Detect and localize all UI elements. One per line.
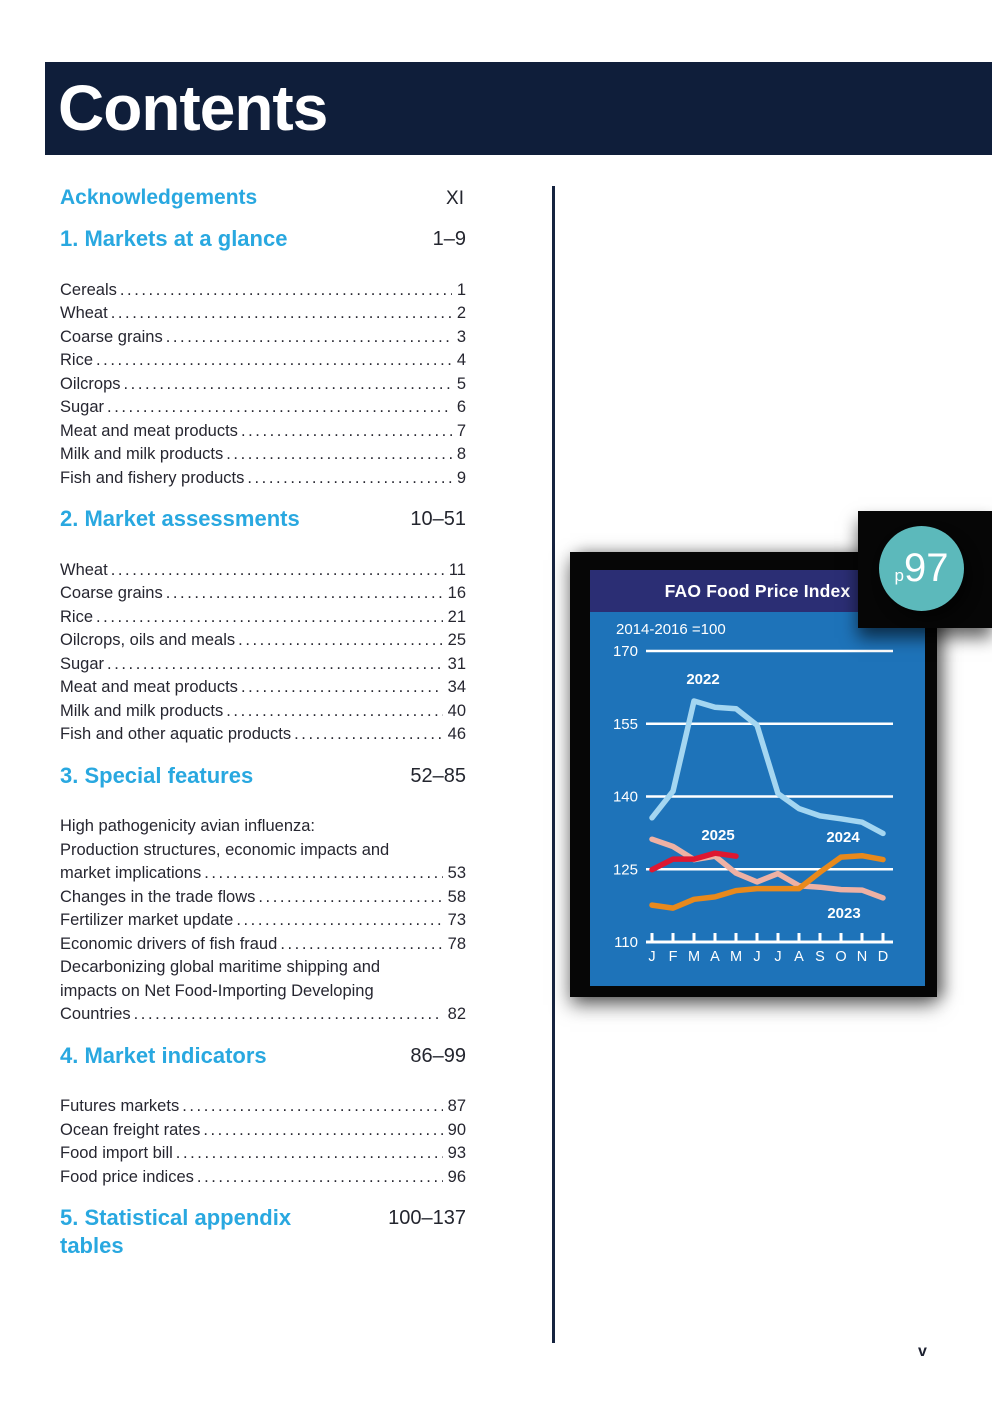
toc-entry-page: 8 [456, 445, 466, 463]
toc-entry-page: 1 [456, 280, 466, 299]
toc-entry-page: 6 [456, 398, 466, 416]
toc-entry[interactable] [60, 467, 466, 491]
toc-section-title: 3. Special features [60, 762, 254, 788]
x-tick-label: M [687, 949, 701, 965]
toc-entry-page: 40 [447, 701, 466, 720]
toc-section-title: 1. Markets at a glance [60, 226, 288, 251]
chart-subtitle: 2014-2016 =100 [616, 621, 726, 638]
toc-entry-page: 53 [447, 864, 466, 882]
toc-entry-page: 9 [456, 468, 466, 487]
toc-entry[interactable] [60, 373, 466, 397]
dot-leader [238, 629, 442, 653]
series-label-2025: 2025 [701, 827, 735, 844]
toc-entry-text: Coarse grains [60, 584, 163, 602]
toc-entry-text: Sugar [60, 398, 105, 416]
chart-body [590, 612, 925, 986]
toc-entry-text: impacts on Net Food-Importing Developing [60, 981, 374, 1000]
toc-entry-page: 46 [447, 725, 466, 743]
toc-entry-page: 73 [447, 911, 466, 929]
dot-leader [197, 1166, 443, 1190]
toc-entry-page: 21 [447, 607, 466, 626]
toc-entry[interactable] [60, 302, 466, 326]
dot-leader [236, 909, 442, 933]
toc-entry-text: Oilcrops, oils and meals [60, 631, 236, 649]
x-tick-label: J [648, 949, 656, 965]
toc-entry[interactable] [60, 700, 466, 724]
toc-entry[interactable] [60, 1142, 466, 1166]
toc-entry[interactable] [60, 815, 466, 886]
series-label-2023: 2023 [827, 905, 861, 922]
dot-leader [111, 559, 444, 583]
toc-entry-page: 87 [447, 1097, 466, 1115]
toc-entry-page: 3 [456, 327, 466, 346]
toc-entry[interactable] [60, 559, 466, 583]
dot-leader [241, 676, 443, 700]
toc-entry-text: Production structures, economic impacts and [60, 840, 390, 859]
series-line-2022 [652, 701, 883, 833]
toc-entry[interactable] [60, 279, 466, 303]
toc-section-heading-1[interactable] [60, 225, 466, 253]
toc-entry-text: Food import bill [60, 1144, 173, 1162]
toc-entry-page: 96 [447, 1167, 466, 1186]
toc-section-items [60, 1095, 466, 1189]
toc-section-heading-4[interactable] [60, 1042, 466, 1070]
dot-leader [166, 326, 452, 350]
fao-food-price-index-card [590, 570, 925, 986]
fao-food-price-index-chart [590, 612, 925, 986]
page-ref-circle [879, 526, 964, 611]
dot-leader [96, 349, 452, 373]
toc-entry-text: Meat and meat products [60, 421, 238, 440]
dot-leader [258, 886, 442, 910]
toc-entry-page: 7 [456, 421, 466, 440]
dot-leader [111, 302, 452, 326]
toc-section-items [60, 815, 466, 1027]
dot-leader [124, 373, 452, 397]
toc-entry[interactable] [60, 443, 466, 467]
toc-entry-text: Decarbonizing global maritime shipping and [60, 958, 381, 976]
toc-entry[interactable] [60, 676, 466, 700]
toc-section-heading-5[interactable] [60, 1204, 466, 1259]
toc-entry-text: Rice [60, 351, 94, 369]
x-tick-label: M [729, 949, 743, 965]
toc-section-heading-3[interactable] [60, 762, 466, 790]
toc-section-title: 2. Market assessments [60, 506, 300, 531]
toc-entry-page: 93 [447, 1144, 466, 1162]
toc-entry[interactable] [60, 723, 466, 747]
x-tick-label: J [753, 949, 761, 965]
y-tick-label: 125 [612, 861, 638, 879]
toc-entry-text: High pathogenicity avian influenza: [60, 817, 316, 835]
dot-leader [294, 723, 443, 747]
y-tick-label: 170 [612, 643, 638, 660]
toc-entry[interactable] [60, 420, 466, 444]
toc-entry-page: XI [446, 188, 464, 209]
toc-entry-page: 2 [456, 304, 466, 322]
toc-entry[interactable] [60, 606, 466, 630]
toc-entry-label: Acknowledgements [60, 186, 258, 209]
y-tick-label: 140 [612, 788, 638, 806]
page-number: v [918, 1343, 927, 1360]
dot-leader [182, 1095, 442, 1119]
toc-entry-page: 31 [447, 654, 466, 673]
toc-section-items [60, 559, 466, 747]
dot-leader [241, 420, 452, 444]
toc-entry-text: Fish and fishery products [60, 468, 245, 487]
page-ref-number: 97 [903, 546, 949, 590]
dot-leader [96, 606, 443, 630]
toc-section-pages: 52–85 [410, 764, 466, 787]
dot-leader [166, 582, 443, 606]
series-line-2024 [652, 856, 883, 908]
toc-entry-page: 58 [447, 887, 466, 906]
column-divider [552, 186, 555, 1343]
dot-leader [203, 1119, 442, 1143]
toc-entry-text: Changes in the trade flows [60, 887, 256, 906]
toc-entry-text: Food price indices [60, 1167, 194, 1186]
dot-leader [247, 467, 451, 491]
toc-entry-text: Milk and milk products [60, 445, 224, 463]
page-title: Contents [58, 72, 328, 144]
toc-entry-page: 4 [456, 351, 466, 369]
toc-entry[interactable] [60, 396, 466, 420]
toc-entry[interactable] [60, 1119, 466, 1143]
toc-section-items [60, 279, 466, 491]
toc-entry[interactable] [60, 956, 466, 1027]
toc-section-title: 5. Statistical appendix tables [60, 1205, 292, 1258]
toc-entry-page: 11 [448, 560, 466, 579]
chart-title: FAO Food Price Index [664, 580, 851, 601]
toc-entry-page: 78 [447, 934, 466, 953]
toc-entry[interactable] [60, 886, 466, 910]
toc-entry-text: Coarse grains [60, 327, 163, 346]
x-tick-label: A [794, 949, 804, 965]
toc-entry[interactable] [60, 629, 466, 653]
toc-section-pages: 100–137 [388, 1207, 466, 1229]
toc-section-pages: 1–9 [432, 228, 466, 250]
dot-leader [107, 653, 443, 677]
toc-entry-text: Wheat [60, 304, 108, 322]
toc-entry-page: 16 [447, 584, 466, 602]
toc-entry-text: Oilcrops [60, 374, 121, 393]
x-tick-label: N [856, 949, 868, 965]
toc-sections [60, 225, 466, 1259]
toc-entry-text: Meat and meat products [60, 678, 238, 696]
toc-entry-page: 34 [447, 678, 466, 696]
page-header [45, 62, 992, 155]
toc-entry-text: Fertilizer market update [60, 911, 234, 929]
toc-entry[interactable] [60, 933, 466, 957]
toc-entry-page: 90 [447, 1120, 466, 1139]
toc-entry-page: 5 [456, 374, 466, 393]
table-of-contents [60, 186, 466, 1259]
dot-leader [226, 443, 452, 467]
dot-leader [134, 1003, 443, 1027]
dot-leader [280, 933, 442, 957]
toc-section-title: 4. Market indicators [60, 1042, 267, 1068]
toc-entry[interactable] [60, 349, 466, 373]
series-label-2024: 2024 [826, 829, 860, 846]
dot-leader [120, 279, 452, 303]
toc-entry-text: Sugar [60, 654, 105, 673]
toc-entry-text: Wheat [60, 560, 108, 579]
x-tick-label: S [815, 949, 825, 965]
series-label-2022: 2022 [686, 671, 720, 688]
page-ref-badge [858, 511, 992, 628]
y-tick-label: 155 [612, 715, 638, 733]
toc-entry-page: 25 [447, 631, 466, 649]
x-tick-label: O [835, 949, 847, 965]
x-tick-label: D [877, 949, 889, 965]
toc-section-pages: 86–99 [410, 1044, 466, 1067]
toc-entry-text: Countries [60, 1005, 131, 1023]
toc-entry[interactable] [60, 1166, 466, 1190]
dot-leader [107, 396, 452, 420]
toc-entry[interactable] [60, 582, 466, 606]
dot-leader [204, 862, 442, 886]
toc-entry-text: market implications [60, 864, 202, 882]
toc-section-pages: 10–51 [410, 508, 466, 530]
toc-entry-text: Futures markets [60, 1097, 180, 1115]
toc-entry-text: Milk and milk products [60, 701, 224, 720]
toc-entry-text: Economic drivers of fish fraud [60, 934, 278, 953]
toc-entry-text: Rice [60, 607, 94, 626]
toc-entry-text: Cereals [60, 280, 117, 299]
toc-entry-acknowledgements[interactable] [60, 186, 466, 210]
toc-section-heading-2[interactable] [60, 505, 466, 533]
toc-entry-text: Ocean freight rates [60, 1120, 201, 1139]
toc-entry[interactable] [60, 909, 466, 933]
toc-entry-text: Fish and other aquatic products [60, 725, 292, 743]
page-ref-prefix: p [894, 565, 904, 585]
x-tick-label: F [668, 949, 678, 965]
dot-leader [226, 700, 442, 724]
toc-entry[interactable] [60, 326, 466, 350]
x-tick-label: A [710, 949, 720, 965]
x-tick-label: J [774, 949, 782, 965]
toc-entry[interactable] [60, 653, 466, 677]
toc-entry-page: 82 [447, 1005, 466, 1023]
dot-leader [176, 1142, 443, 1166]
toc-entry[interactable] [60, 1095, 466, 1119]
y-tick-label: 110 [614, 934, 638, 951]
